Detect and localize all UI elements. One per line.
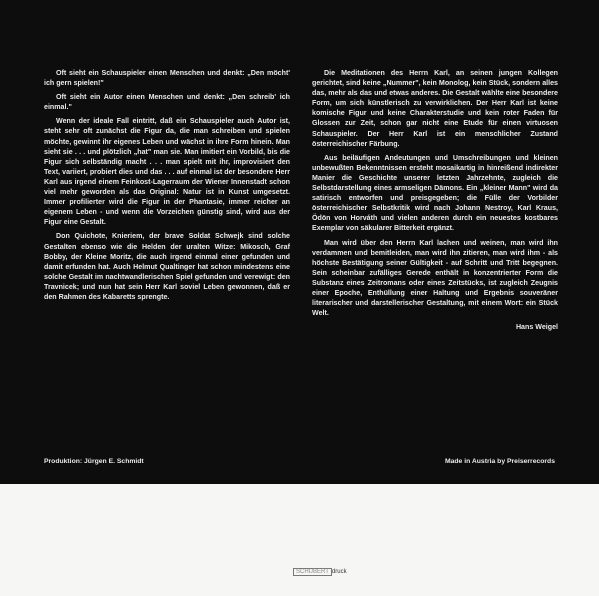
paragraph: Aus beiläufigen Andeutungen und Umschreibungen und kleinen unbewußten Bekenntnissen ersteht mosaikartig in hinreißend indirekter Manier die Geschichte unserer letzten Jahrzehnte, zugleich die Selbstdarstellung eines armseligen Dämons. Ein „kleiner Mann" wird da satirisch entworfen und preisgegeben; die Fülle der Vorbilder österreichischer Selbstkritik wird nach Johann Nestroy, Karl Kraus, Ödön von Horváth und vielen anderen durch ein neuestes kostbares Exemplar von säkularer Bitterkeit ergänzt. xyxy=(312,153,558,233)
paragraph: Don Quichote, Knieriem, der brave Soldat Schwejk sind solche Gestalten ebenso wie die Helden der uralten Witze: Mikosch, Graf Bobby, der Kleine Moritz, die auch irgend einmal einer gefunden und damit erfunden hat. Auch Helmut Qualtinger hat schon mindestens eine solche Gestalt im nachtwandlerischen Spiel gefunden und verewigt: den Travnicek; und nun hat sein Herr Karl soviel Leben gewonnen, daß er den Rahmen des Kabaretts sprengte. xyxy=(44,232,290,301)
paragraph: Die Meditationen des Herrn Karl, an seinen jungen Kollegen gerichtet, sind keine „Nummer", kein Monolog, kein Stück, sondern alles das, mehr als das und etwas anderes. Die Gestalt wählte eine besondere Form, um sich künstlerisch zu verwirklichen. Der Herr Karl ist keine komische Figur und keine Charakterstudie und kein roter Faden für Glossen zur Zeit, schon gar nicht eine Etude für einen virtuosen Schauspieler. Der Herr Karl ist ein menschlicher Zustand österreichischer Färbung. xyxy=(312,69,558,148)
printer-suffix: druck xyxy=(331,569,347,575)
paragraph: Oft sieht ein Schauspieler einen Menschen und denkt: „Den möcht' ich gern spielen!" xyxy=(44,69,290,88)
paragraph: Man wird über den Herrn Karl lachen und weinen, man wird ihn verdammen und bemitleiden, man wird ihn zitieren, man wird ihm - als höchste Bestätigung seiner Gültigkeit - auf Schritt und Tritt begegnen. Sein scheinbar zufälliges Gerede enthält in konzentrierter Form die Substanz eines Zeitromans oder eines Zeitstücks, ist zugleich Zeugnis einer Epoche, Enthüllung einer Haltung und Ergebnis souveräner literarischer und darstellerischer Gestaltung, mit einem Wort: ein Stück Welt. xyxy=(312,238,558,318)
paragraph: Wenn der ideale Fall eintritt, daß ein Schauspieler auch Autor ist, steht sehr oft zunächst die Figur da, die man schreiben und spielen möchte, gewinnt ihr eigenes Leben und wächst in ihre Form hinein. Man sieht sie . . . und plötzlich „hat" man sie. Man imitiert ein Vorbild, bis die Figur sich selbständig macht . . . man spielt mit ihr, improvisiert den Text, variiert, probiert dies und das . . . auf einmal ist der besondere Herr Karl aus irgend einem Feinkost-Lagerraum der Wiener Innenstadt schon viel mehr geworden als das Original: Natur ist in Kunst umgesetzt. Immer profilierter wird die Figur in der Phantasie, immer reicher an eigenem Leben - und wenn die Vorzeichen günstig sind, wird aus der Figur eine Gestalt. xyxy=(44,117,290,227)
printer-mark xyxy=(293,568,347,576)
production-credit: Produktion: Jürgen E. Schmidt xyxy=(44,458,144,465)
right-text-column xyxy=(312,68,558,332)
paragraph: Oft sieht ein Autor einen Menschen und denkt: „Den schreib' ich einmal." xyxy=(44,93,290,112)
left-text-column xyxy=(44,68,290,306)
author-signature: Hans Weigel xyxy=(515,323,558,332)
printer-name: SCHUBERT xyxy=(293,568,332,576)
manufacturer-credit: Made in Austria by Preiserrecords xyxy=(444,458,555,465)
